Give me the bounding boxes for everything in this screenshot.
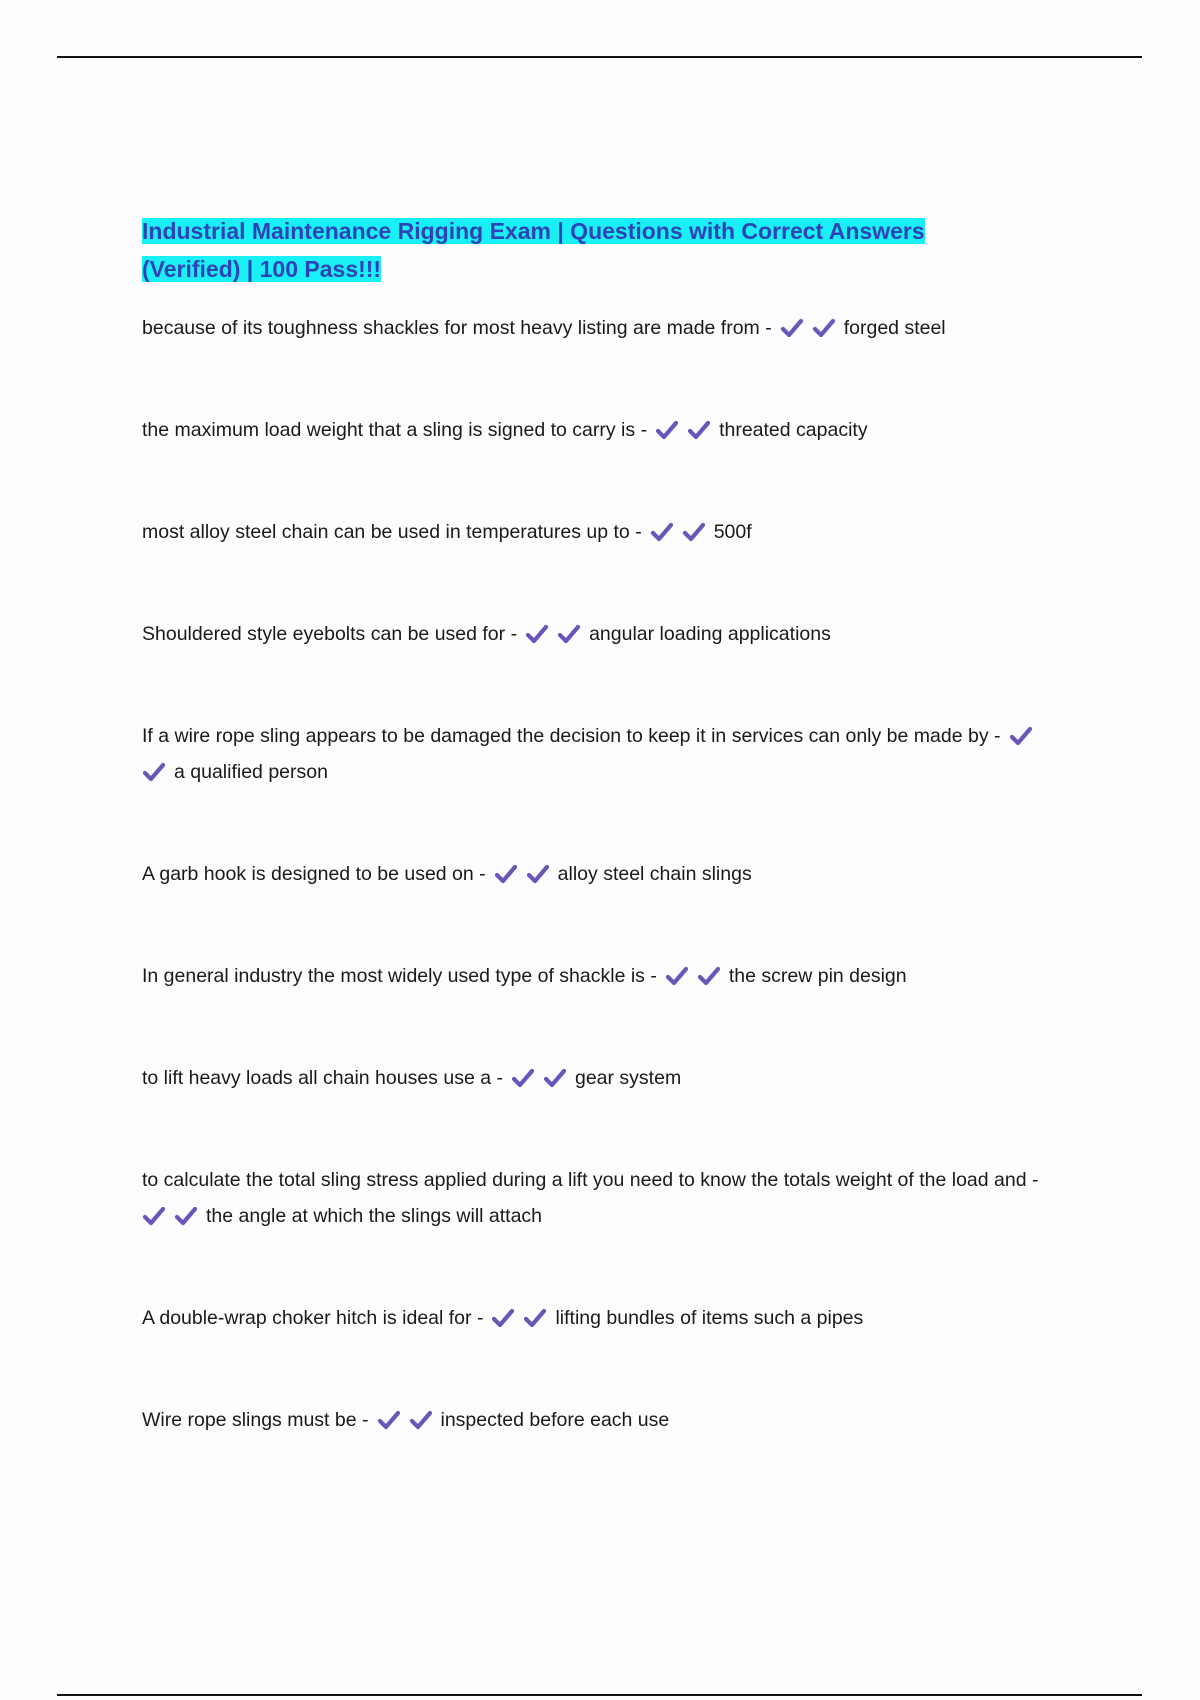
qa-item [142, 1300, 1072, 1336]
qa-item [142, 616, 1072, 652]
answer-text: 500f [713, 521, 752, 543]
top-rule [57, 56, 1142, 58]
qa-item [142, 856, 1072, 892]
title-line-2: (Verified) | 100 Pass!!! [142, 256, 382, 282]
qa-item [142, 718, 1072, 790]
qa-item [142, 1060, 1072, 1096]
answer-text: lifting bundles of items such a pipes [555, 1307, 864, 1329]
question-text: In general industry the most widely used type of shackle is [142, 965, 645, 987]
checkmark-icon [525, 624, 549, 644]
question-text: to calculate the total sling stress applied during a lift you need to know the totals weight of the load and [142, 1169, 1027, 1191]
qa-item [142, 1402, 1072, 1438]
checkmark-icon [650, 522, 674, 542]
checkmark-icon [780, 318, 804, 338]
question-text: If a wire rope sling appears to be damaged the decision to keep it in services can only be made by [142, 725, 989, 747]
checkmark-icon [812, 318, 836, 338]
checkmark-icon [174, 1206, 198, 1226]
checkmark-icon [142, 762, 166, 782]
answer-text: alloy steel chain slings [557, 863, 752, 885]
answer-text: the screw pin design [728, 965, 907, 987]
answer-text: gear system [574, 1067, 682, 1089]
answer-separator: - [994, 725, 1001, 747]
question-text: to lift heavy loads all chain houses use a [142, 1067, 492, 1089]
qa-item [142, 310, 1072, 346]
answer-separator: - [640, 419, 648, 441]
qa-list [142, 310, 1072, 1438]
checkmark-icon [655, 420, 679, 440]
answer-separator: - [635, 521, 642, 543]
answer-text: a qualified person [174, 761, 328, 783]
qa-item [142, 412, 1072, 448]
checkmark-icon [409, 1410, 433, 1430]
answer-separator: - [479, 863, 486, 885]
document-title [142, 212, 1072, 288]
checkmark-icon [511, 1068, 535, 1088]
answer-separator: - [1031, 1169, 1039, 1191]
question-text: A double-wrap choker hitch is ideal for [142, 1307, 472, 1329]
checkmark-icon [526, 864, 550, 884]
answer-separator: - [362, 1409, 369, 1431]
document-body [142, 212, 1072, 1438]
checkmark-icon [523, 1308, 547, 1328]
bottom-rule [57, 1694, 1142, 1696]
answer-separator: - [650, 965, 657, 987]
answer-text: inspected before each use [440, 1409, 670, 1431]
checkmark-icon [557, 624, 581, 644]
question-text: because of its toughness shackles for most heavy listing are made from [142, 317, 760, 339]
question-text: Shouldered style eyebolts can be used for [142, 623, 506, 645]
answer-separator: - [476, 1307, 484, 1329]
checkmark-icon [494, 864, 518, 884]
question-text: A garb hook is designed to be used on [142, 863, 474, 885]
answer-text: threated capacity [719, 419, 868, 441]
qa-item [142, 514, 1072, 550]
qa-item [142, 958, 1072, 994]
title-line-1: Industrial Maintenance Rigging Exam | Questions with Correct Answers [142, 218, 925, 244]
checkmark-icon [543, 1068, 567, 1088]
checkmark-icon [682, 522, 706, 542]
answer-separator: - [765, 317, 772, 339]
qa-item [142, 1162, 1072, 1234]
answer-separator: - [510, 623, 518, 645]
checkmark-icon [142, 1206, 166, 1226]
checkmark-icon [687, 420, 711, 440]
checkmark-icon [377, 1410, 401, 1430]
checkmark-icon [491, 1308, 515, 1328]
answer-text: forged steel [843, 317, 946, 339]
checkmark-icon [1009, 726, 1033, 746]
answer-text: angular loading applications [589, 623, 831, 645]
answer-text: the angle at which the slings will attach [206, 1205, 543, 1227]
answer-separator: - [496, 1067, 503, 1089]
checkmark-icon [665, 966, 689, 986]
question-text: Wire rope slings must be [142, 1409, 357, 1431]
question-text: most alloy steel chain can be used in temperatures up to [142, 521, 630, 543]
question-text: the maximum load weight that a sling is signed to carry is [142, 419, 636, 441]
checkmark-icon [697, 966, 721, 986]
